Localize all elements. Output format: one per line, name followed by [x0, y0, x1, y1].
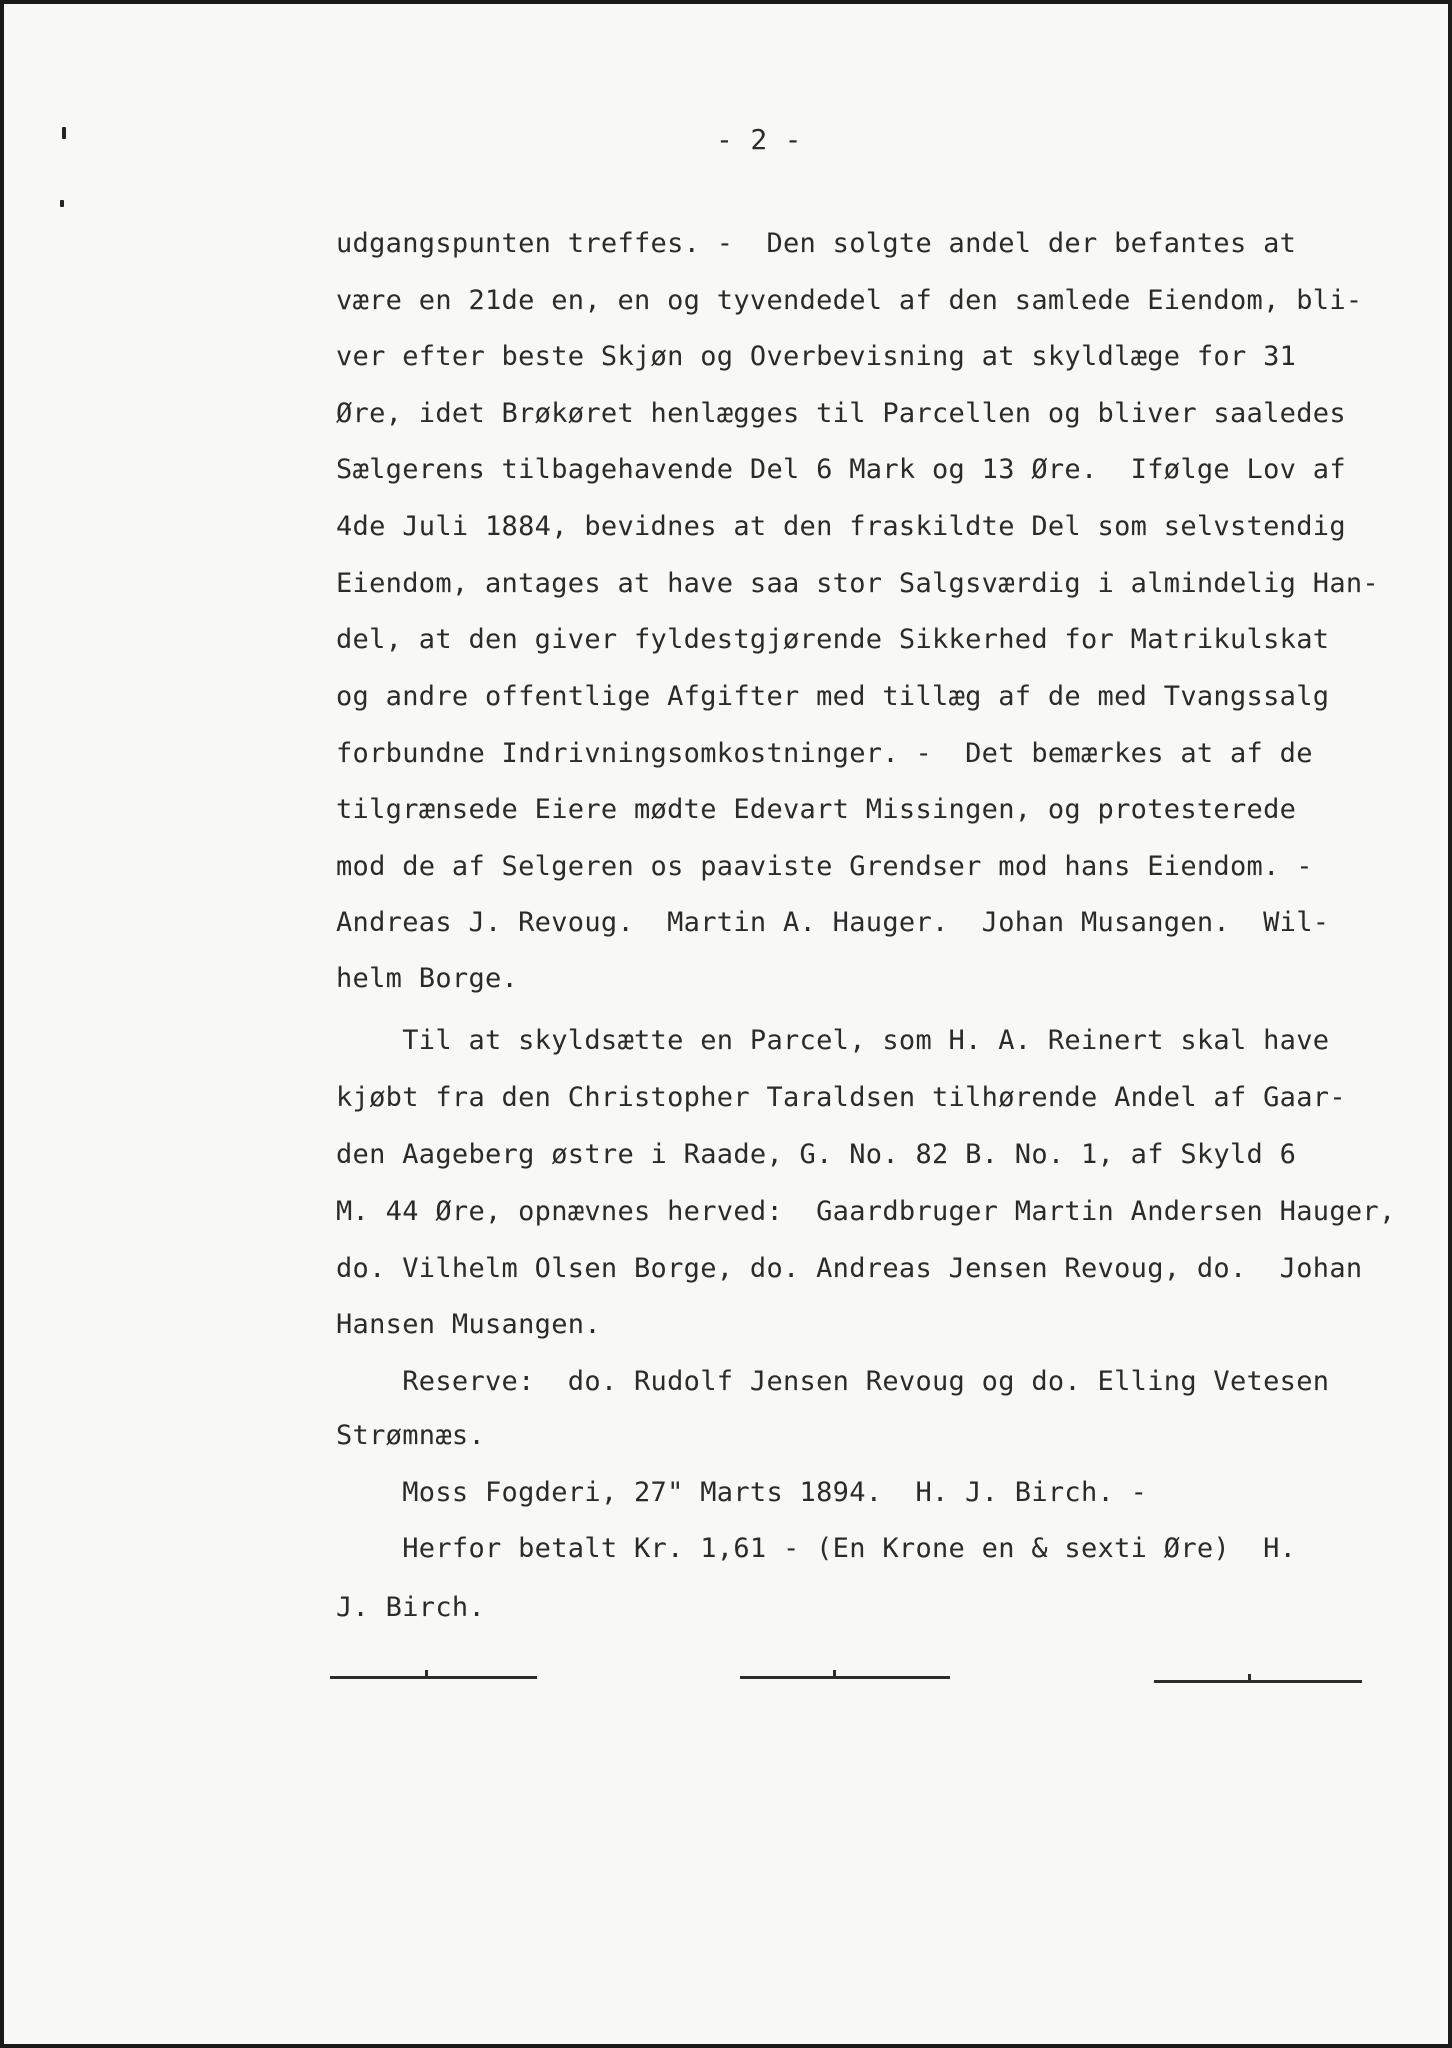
text-line: 4de Juli 1884, bevidnes at den fraskildte Del som selvstendig	[336, 511, 1346, 542]
margin-mark	[60, 200, 64, 207]
margin-mark	[62, 127, 66, 139]
page-number: - 2 -	[716, 123, 802, 156]
text-line: Eiendom, antages at have saa stor Salgsværdig i almindelig Han-	[336, 568, 1379, 599]
text-line: Øre, idet Brøkøret henlægges til Parcellen og bliver saaledes	[336, 398, 1346, 429]
text-line: være en 21de en, en og tyvendedel af den samlede Eiendom, bli-	[336, 285, 1363, 316]
text-line: M. 44 Øre, opnævnes herved: Gaardbruger Martin Andersen Hauger,	[336, 1196, 1396, 1227]
text-line: Strømnæs.	[336, 1420, 485, 1451]
closing-rule	[330, 1676, 537, 1679]
text-line: kjøbt fra den Christopher Taraldsen tilhørende Andel af Gaar-	[336, 1082, 1346, 1113]
text-line: Til at skyldsætte en Parcel, som H. A. Reinert skal have	[336, 1025, 1330, 1056]
text-line: forbundne Indrivningsomkostninger. - Det bemærkes at af de	[336, 738, 1313, 769]
text-line: Herfor betalt Kr. 1,61 - (En Krone en & sexti Øre) H.	[336, 1533, 1297, 1564]
closing-rule	[1154, 1680, 1362, 1683]
text-line: mod de af Selgeren os paaviste Grendser mod hans Eiendom. -	[336, 851, 1313, 882]
text-line: tilgrænsede Eiere mødte Edevart Missingen, og protesterede	[336, 794, 1297, 825]
text-line: helm Borge.	[336, 963, 519, 994]
text-line: Andreas J. Revoug. Martin A. Hauger. Johan Musangen. Wil-	[336, 907, 1330, 938]
text-line: del, at den giver fyldestgjørende Sikkerhed for Matrikulskat	[336, 624, 1330, 655]
closing-rule-mark	[1248, 1674, 1251, 1683]
text-line: og andre offentlige Afgifter med tillæg af de med Tvangssalg	[336, 681, 1330, 712]
text-line: do. Vilhelm Olsen Borge, do. Andreas Jensen Revoug, do. Johan	[336, 1253, 1363, 1284]
closing-rule-mark	[833, 1670, 836, 1679]
text-line: Moss Fogderi, 27" Marts 1894. H. J. Birch. -	[336, 1477, 1148, 1508]
text-line: Sælgerens tilbagehavende Del 6 Mark og 13 Øre. Ifølge Lov af	[336, 454, 1346, 485]
text-line: den Aageberg østre i Raade, G. No. 82 B. No. 1, af Skyld 6	[336, 1139, 1297, 1170]
text-line: Hansen Musangen.	[336, 1309, 601, 1340]
text-line: Reserve: do. Rudolf Jensen Revoug og do. Elling Vetesen	[336, 1366, 1330, 1397]
text-line: udgangspunten treffes. - Den solgte andel der befantes at	[336, 228, 1297, 259]
text-line: ver efter beste Skjøn og Overbevisning at skyldlæge for 31	[336, 341, 1297, 372]
text-line: J. Birch.	[336, 1592, 485, 1623]
closing-rule	[740, 1676, 950, 1679]
closing-rule-mark	[425, 1670, 428, 1679]
